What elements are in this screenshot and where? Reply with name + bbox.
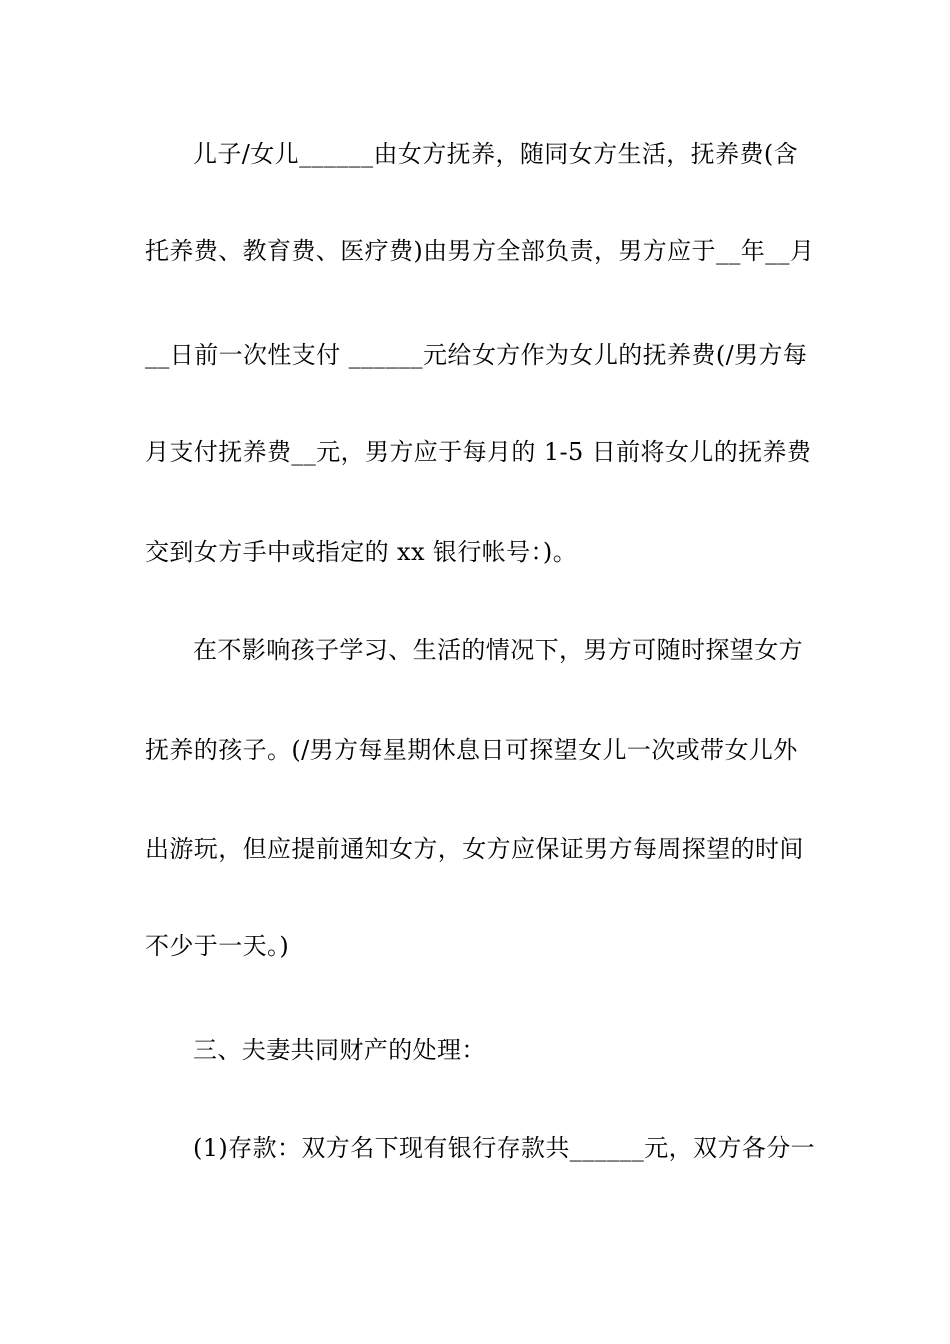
custody-line-4: 月支付抚养费__元，男方应于每月的 1-5 日前将女儿的抚养费 (145, 438, 812, 466)
custody-line-3: __日前一次性支付 ______元给女方作为女儿的抚养费(/男方每 (145, 341, 808, 369)
visitation-line-1: 在不影响孩子学习、生活的情况下，男方可随时探望女方 (193, 636, 803, 664)
custody-line-5: 交到女方手中或指定的 xx 银行帐号：)。 (145, 538, 578, 566)
visitation-line-2: 抚养的孩子。(/男方每星期休息日可探望女儿一次或带女儿外 (145, 736, 798, 764)
visitation-line-4: 不少于一天。) (145, 932, 290, 960)
property-heading: 三、夫妻共同财产的处理： (193, 1036, 486, 1064)
deposits-line-1: (1)存款：双方名下现有银行存款共______元，双方各分一 (193, 1134, 815, 1162)
visitation-line-3: 出游玩，但应提前通知女方，女方应保证男方每周探望的时间 (145, 835, 804, 863)
custody-line-1: 儿子/女儿______由女方抚养，随同女方生活，抚养费(含 (193, 140, 799, 168)
custody-line-2: 托养费、教育费、医疗费)由男方全部负责，男方应于__年__月 (145, 237, 815, 265)
